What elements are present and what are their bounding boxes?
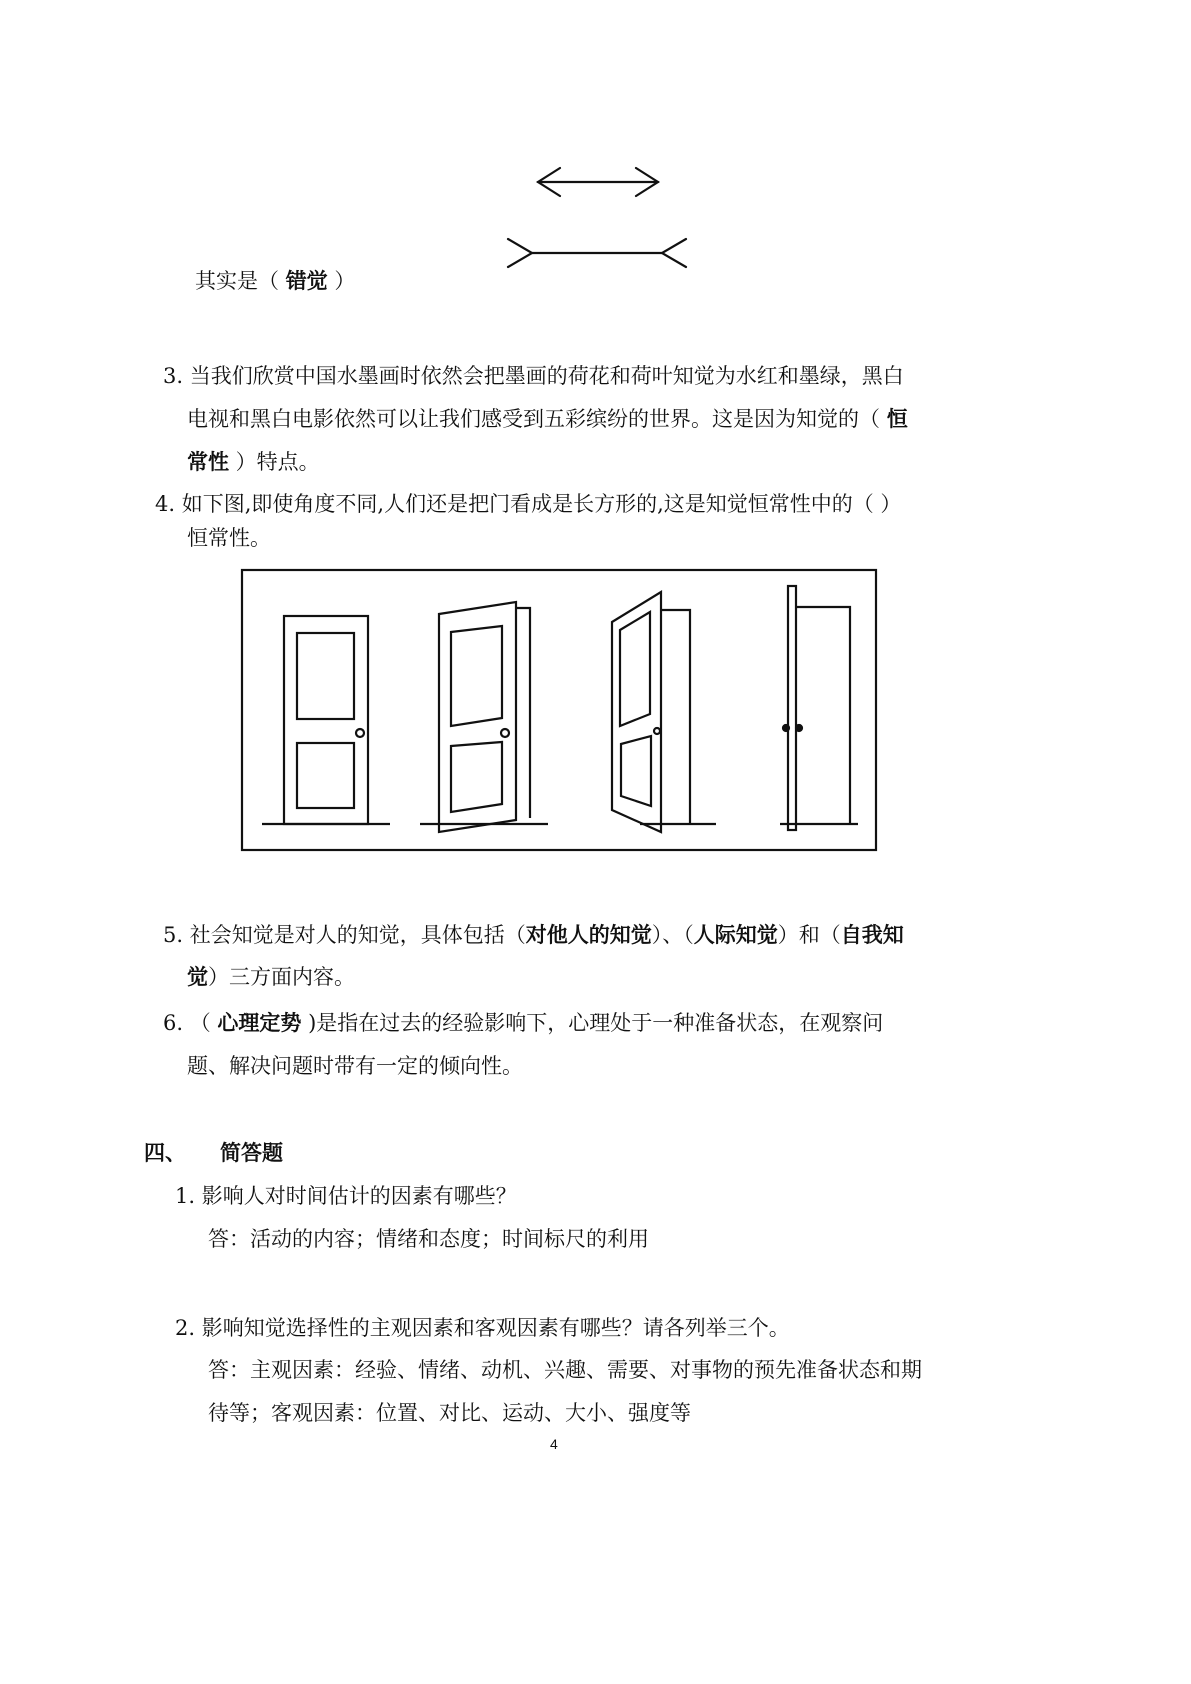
q6-text-3: 题、解决问题时带有一定的倾向性。	[187, 1054, 523, 1078]
q3-text-1: 当我们欣赏中国水墨画时依然会把墨画的荷花和荷叶知觉为水红和墨绿，黑白	[189, 364, 904, 388]
sa1-answer-line	[208, 1224, 649, 1254]
q5-answer-3-part-2: 觉	[187, 965, 208, 989]
q4-text-2: 恒常性。	[187, 526, 271, 550]
q3-number: 3.	[163, 364, 184, 388]
sa2-answer-1: 答：主观因素：经验、情绪、动机、兴趣、需要、对事物的预先准备状态和期	[208, 1358, 922, 1382]
q3-text-2: 电视和黑白电影依然可以让我们感受到五彩缤纷的世界。这是因为知觉的（	[187, 407, 887, 431]
sa1-question: 影响人对时间估计的因素有哪些？	[201, 1184, 517, 1208]
sa1-question-line	[175, 1181, 517, 1211]
q3-line-1	[163, 361, 904, 391]
q3-line-3	[187, 447, 320, 477]
q4-text-1: 如下图,即使角度不同,人们还是把门看成是长方形的,这是知觉恒常性中的（ ）	[181, 492, 902, 516]
q5-text-2: ）、（	[651, 923, 694, 947]
sa1-answer: 答：活动的内容；情绪和态度；时间标尺的利用	[208, 1227, 649, 1251]
sa2-answer-2: 待等；客观因素：位置、对比、运动、大小、强度等	[208, 1401, 691, 1425]
q5-answer-2: 人际知觉	[693, 923, 778, 947]
q5-text-3: ）和（	[777, 923, 841, 947]
q4-line-1	[155, 489, 901, 519]
sa1-number: 1.	[175, 1184, 196, 1208]
muller-lyer-illusion-figure	[500, 160, 700, 280]
section-number: 四、	[144, 1141, 186, 1165]
q3-line-2	[187, 404, 908, 434]
sa2-question: 影响知觉选择性的主观因素和客观因素有哪些？请各列举三个。	[201, 1316, 790, 1340]
door-shape-constancy-figure	[240, 568, 878, 852]
q6-text-1: （	[189, 1011, 218, 1035]
sa2-answer-line-2	[208, 1398, 691, 1428]
q4-number: 4.	[155, 492, 176, 516]
q6-answer: 心理定势	[217, 1011, 302, 1035]
sa2-number: 2.	[175, 1316, 196, 1340]
q5-line-1	[163, 920, 904, 950]
illusion-answer-line	[195, 266, 355, 296]
q5-text-4: ）三方面内容。	[208, 965, 355, 989]
q6-line-1	[163, 1008, 883, 1038]
q5-text-1: 社会知觉是对人的知觉，具体包括（	[189, 923, 526, 947]
q3-text-3: ）特点。	[229, 450, 320, 474]
q5-line-2	[187, 962, 355, 992]
q6-number: 6.	[163, 1011, 184, 1035]
illusion-prefix: 其实是（	[195, 269, 286, 293]
q5-number: 5.	[163, 923, 184, 947]
q4-line-2	[187, 523, 271, 553]
q5-answer-1: 对他人的知觉	[525, 923, 652, 947]
q6-text-2: )是指在过去的经验影响下，心理处于一种准备状态，在观察问	[301, 1011, 884, 1035]
illusion-suffix: ）	[327, 269, 356, 293]
sa2-question-line	[175, 1313, 790, 1343]
sa2-answer-line-1	[208, 1355, 922, 1385]
illusion-answer: 错觉	[285, 269, 328, 293]
section-title: 简答题	[220, 1141, 283, 1165]
q3-answer-part-2: 常性	[187, 450, 229, 474]
section-heading	[144, 1138, 283, 1168]
q5-answer-3-part-1: 自我知	[840, 923, 904, 947]
page-number: 4	[550, 1436, 558, 1452]
q6-line-2	[187, 1051, 523, 1081]
q3-answer-part-1: 恒	[886, 407, 908, 431]
